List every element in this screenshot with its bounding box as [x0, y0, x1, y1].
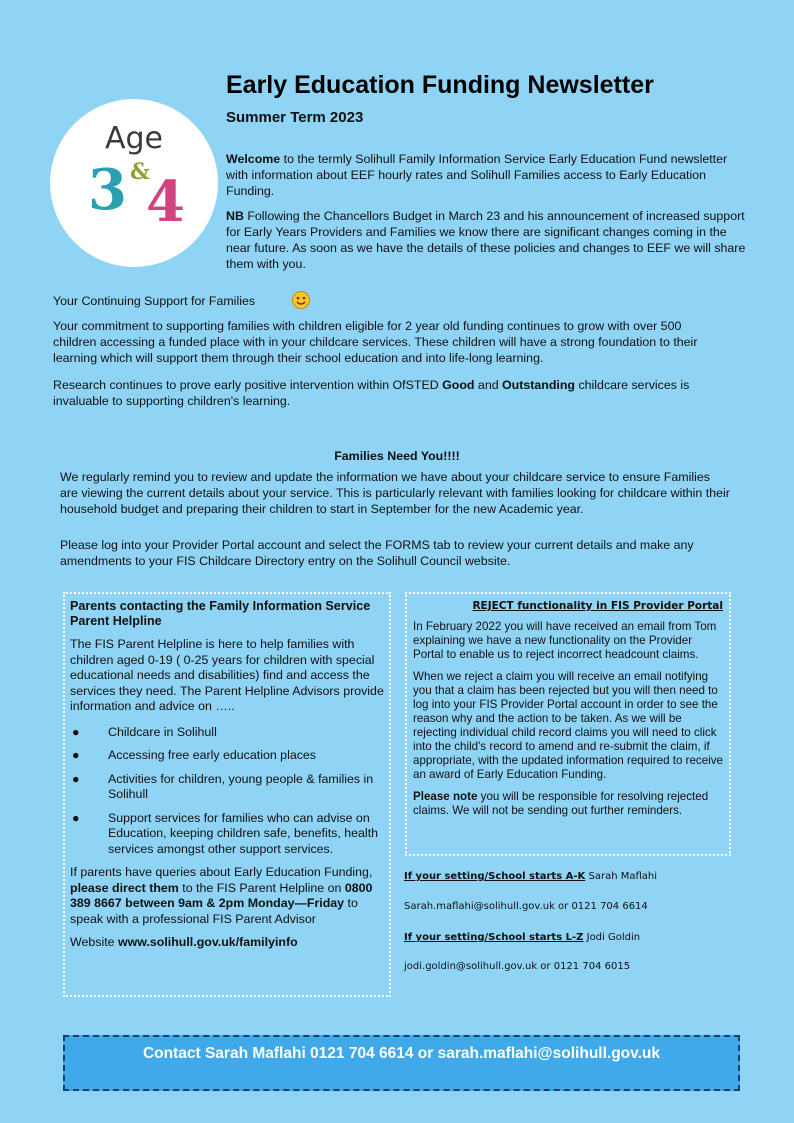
contact-banner: Contact Sarah Maflahi 0121 704 6614 or sarah.maflahi@solihull.gov.uk — [63, 1035, 740, 1091]
contact-l-z — [404, 932, 640, 943]
support-paragraph-2 — [53, 377, 713, 409]
helpline-queries — [70, 865, 384, 927]
list-item-text: Accessing free early education places — [108, 748, 317, 762]
newsletter-title: Early Education Funding Newsletter — [226, 71, 654, 99]
list-item-text: Support services for families who can advise on Education, keeping children safe, benefits, health services amongst other support services. — [108, 810, 379, 856]
note-bold: Please note — [413, 790, 478, 803]
support-text-and: and — [474, 378, 503, 392]
helpline-intro: The FIS Parent Helpline is here to help families with children aged 0-19 ( 0-25 years for children with special educational needs and disabilities) find and access the services they need. The Parent Helpline Advisors provide information and advice on ….. — [70, 637, 384, 713]
list-item — [70, 748, 384, 764]
queries-bold-phone: 0800 389 8667 between 9am & 2pm Monday—Friday — [70, 880, 373, 910]
parent-helpline-box — [63, 592, 391, 997]
logo-ampersand: & — [130, 159, 150, 185]
families-paragraph-2: Please log into your Provider Portal account and select the FORMS tab to review your current details and make any amendments to your FIS Childcare Directory entry on the Solihull Council website. — [60, 538, 694, 568]
list-item-text: Activities for children, young people & families in Solihull — [108, 771, 374, 801]
queries-text-a: If parents have queries about Early Education Funding, — [70, 865, 373, 879]
list-item — [70, 725, 384, 741]
welcome-bold: Welcome — [226, 152, 281, 166]
welcome-text: to the termly Solihull Family Information Service Early Education Fund newsletter with information about EEF hourly rates and Solihull Families access to Early Education Funding. — [226, 152, 728, 198]
contact-l-z-label: If your setting/School starts L-Z — [404, 932, 584, 943]
contact-a-k — [404, 871, 657, 882]
age-3-4-logo — [50, 99, 218, 267]
nb-paragraph — [226, 208, 746, 272]
families-paragraph-1: We regularly remind you to review and update the information we have about your childcare service to ensure Families are viewing the current details about your service. This is particularly relevant with families looking for childcare within their household budget and preparing their children to start in September for the new Academic year. — [60, 470, 730, 516]
website-label: Website — [70, 935, 118, 949]
bullet-icon: ● — [72, 771, 80, 786]
nb-bold: NB — [226, 209, 244, 223]
bullet-icon: ● — [72, 724, 80, 739]
queries-text-c: to speak with a professional FIS Parent Advisor — [70, 896, 358, 926]
reject-paragraph-2: When we reject a claim you will receive an email notifying you that a claim has been rejected but you will then need to log into your FIS Provider Portal account in order to see the reason why and the action to be taken. As we will be rejecting individual child record claims you will need to click into the child's record to amend and re-submit the claim, if appropriate, with the updated information required to receive an award of Early Education Funding. — [413, 670, 723, 781]
helpline-website — [70, 935, 384, 951]
bullet-icon: ● — [72, 810, 80, 825]
support-paragraph-1: Your commitment to supporting families with children eligible for 2 year old funding continues to grow with over 500 children accessing a funded place with in your childcare services. These children will have a strong foundation to their learning which will support them through their school education and into life-long learning. — [53, 319, 698, 365]
families-heading: Families Need You!!!! — [334, 449, 460, 463]
reject-note — [413, 790, 723, 818]
contact-a-k-detail[interactable]: Sarah.maflahi@solihull.gov.uk or 0121 704 6614 — [404, 901, 648, 912]
good-bold: Good — [442, 378, 475, 392]
smiley-face-icon — [291, 290, 311, 310]
nb-text: Following the Chancellors Budget in March 23 and his announcement of increased support for Early Years Providers and Families we know there are significant changes coming in the near future. As soon as we have the details of these policies and changes to EEF we will share them with you. — [226, 209, 746, 271]
support-text-a: Research continues to prove early positive intervention within OfSTED — [53, 378, 443, 392]
bullet-icon: ● — [72, 748, 80, 762]
list-item — [70, 811, 384, 858]
contact-a-k-label: If your setting/School starts A-K — [404, 871, 586, 882]
support-text-b: childcare services is invaluable to supporting children's learning. — [53, 378, 690, 408]
reject-paragraph-1: In February 2022 you will have received an email from Tom explaining we have a new functionality on the Provider Portal to enable us to reject incorrect headcount claims. — [413, 620, 717, 661]
reject-heading: REJECT functionality in FIS Provider Portal — [472, 600, 723, 612]
note-text: you will be responsible for resolving rejected claims. We will not be sending out further reminders. — [413, 790, 709, 817]
list-item — [70, 772, 384, 803]
logo-age-text: Age — [104, 121, 164, 156]
newsletter-subtitle: Summer Term 2023 — [226, 109, 364, 126]
list-item-text: Childcare in Solihull — [108, 724, 217, 739]
support-heading: Your Continuing Support for Families — [53, 294, 256, 308]
website-link[interactable]: www.solihull.gov.uk/familyinfo — [117, 935, 298, 949]
welcome-paragraph — [226, 151, 746, 199]
contact-a-k-name: Sarah Maflahi — [585, 871, 658, 882]
queries-bold-1: please direct them — [70, 880, 179, 895]
logo-four: 4 — [146, 169, 185, 235]
outstanding-bold: Outstanding — [502, 378, 576, 392]
logo-three: 3 — [88, 157, 127, 223]
helpline-heading: Parents contacting the Family Information Service Parent Helpline — [70, 599, 371, 628]
queries-text-b: to the FIS Parent Helpline on — [178, 880, 345, 895]
contact-l-z-name: Jodi Goldin — [583, 932, 641, 943]
helpline-list — [70, 725, 384, 858]
contact-l-z-detail[interactable]: jodi.goldin@solihull.gov.uk or 0121 704 6015 — [404, 961, 631, 972]
reject-functionality-box — [405, 592, 731, 856]
